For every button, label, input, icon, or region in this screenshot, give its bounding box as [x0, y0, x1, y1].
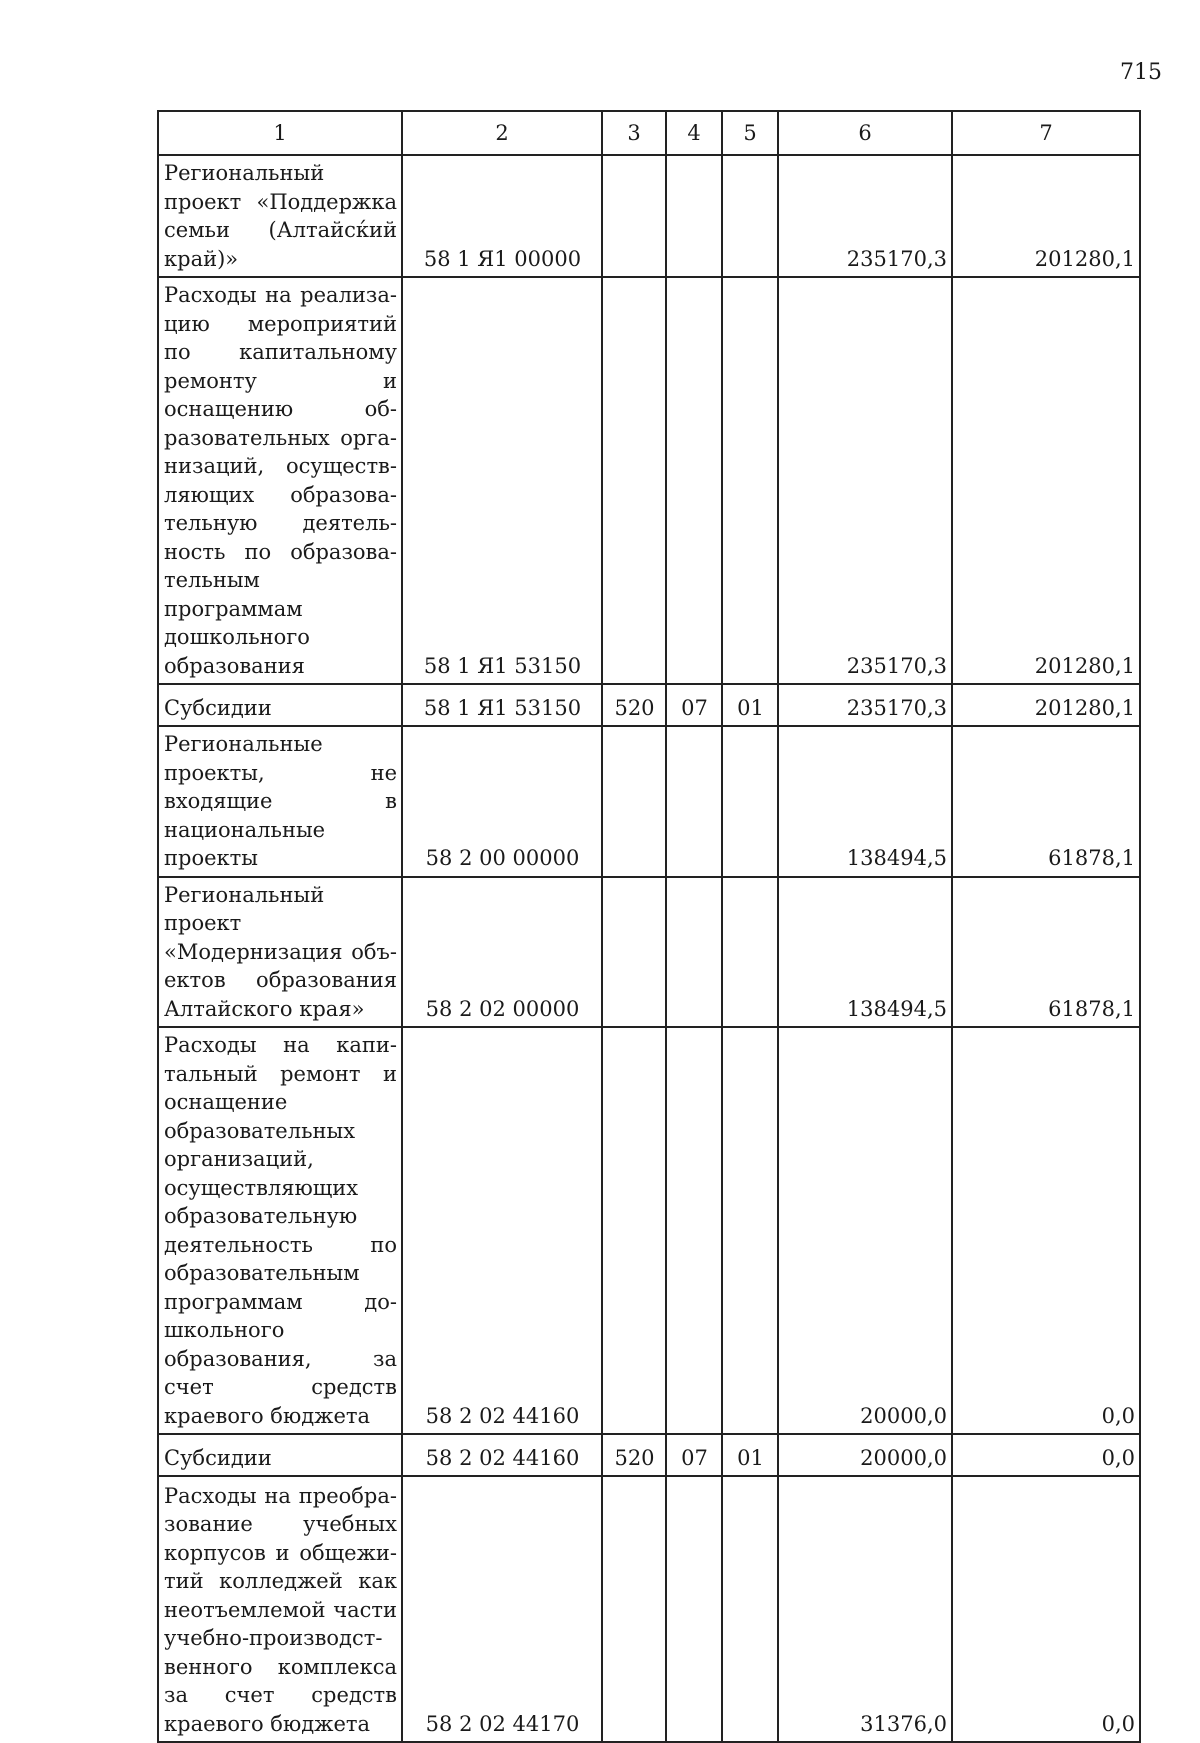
row-col7: 61878,1 [952, 726, 1140, 877]
row-code: 58 2 02 00000 [402, 877, 602, 1028]
row-col3 [602, 877, 666, 1028]
column-header-3: 3 [602, 111, 666, 155]
row-code: 58 2 02 44160 [402, 1434, 602, 1476]
row-code: 58 2 00 00000 [402, 726, 602, 877]
row-col4: 07 [666, 1434, 722, 1476]
row-col6: 235170,3 [778, 277, 952, 684]
row-col3 [602, 155, 666, 277]
row-col7: 201280,1 [952, 684, 1140, 726]
row-col3 [602, 726, 666, 877]
row-col5 [722, 277, 778, 684]
row-col5: 01 [722, 684, 778, 726]
row-col5 [722, 726, 778, 877]
row-col6: 138494,5 [778, 877, 952, 1028]
row-col7: 0,0 [952, 1434, 1140, 1476]
row-col5: 01 [722, 1434, 778, 1476]
row-col6: 138494,5 [778, 726, 952, 877]
row-col4 [666, 726, 722, 877]
table-row [158, 155, 1140, 277]
row-col4 [666, 1027, 722, 1434]
table-row [158, 1027, 1140, 1434]
row-name: Региональный проект «Поддержка семьи (Алтайсќий край)» [158, 155, 402, 277]
row-col3: 520 [602, 684, 666, 726]
table-row [158, 726, 1140, 877]
row-col3: 520 [602, 1434, 666, 1476]
row-col4: 07 [666, 684, 722, 726]
row-col4 [666, 277, 722, 684]
row-col6: 20000,0 [778, 1027, 952, 1434]
row-code: 58 2 02 44160 [402, 1027, 602, 1434]
row-name: Расходы на преобразование учебных корпусов и общежитий колледжей как неотъемлемой части учебно-производственного комплекса за счет средств краевого бюджета [158, 1476, 402, 1742]
row-col5 [722, 155, 778, 277]
column-header-6: 6 [778, 111, 952, 155]
table-row [158, 684, 1140, 726]
row-code: 58 1 Я1 53150 [402, 684, 602, 726]
table-row [158, 1434, 1140, 1476]
row-name: Региональные проекты, не входящие в национальные проекты [158, 726, 402, 877]
column-header-2: 2 [402, 111, 602, 155]
row-col3 [602, 1027, 666, 1434]
table-row [158, 277, 1140, 684]
row-code: 58 1 Я1 00000 [402, 155, 602, 277]
row-col6: 20000,0 [778, 1434, 952, 1476]
column-header-1: 1 [158, 111, 402, 155]
row-col5 [722, 1027, 778, 1434]
row-name: Субсидии [158, 1434, 402, 1476]
budget-table [157, 110, 1141, 1743]
row-col4 [666, 877, 722, 1028]
header-row [158, 111, 1140, 155]
row-col7: 201280,1 [952, 155, 1140, 277]
page-number: 715 [1120, 60, 1162, 85]
row-col7: 0,0 [952, 1027, 1140, 1434]
row-col5 [722, 877, 778, 1028]
row-col6: 235170,3 [778, 684, 952, 726]
row-col7: 61878,1 [952, 877, 1140, 1028]
row-col6: 31376,0 [778, 1476, 952, 1742]
row-col4 [666, 155, 722, 277]
row-col4 [666, 1476, 722, 1742]
row-name: Расходы на реализацию мероприятий по капитальному ремонту и оснащению образовательных организаций, осуществляющих образовательную деятельность по образовательным программам дошкольного образования [158, 277, 402, 684]
row-col7: 0,0 [952, 1476, 1140, 1742]
row-col7: 201280,1 [952, 277, 1140, 684]
row-col3 [602, 277, 666, 684]
column-header-5: 5 [722, 111, 778, 155]
row-code: 58 1 Я1 53150 [402, 277, 602, 684]
table-row [158, 877, 1140, 1028]
row-col6: 235170,3 [778, 155, 952, 277]
column-header-7: 7 [952, 111, 1140, 155]
table-row [158, 1476, 1140, 1742]
row-name: Субсидии [158, 684, 402, 726]
row-col3 [602, 1476, 666, 1742]
row-col5 [722, 1476, 778, 1742]
column-header-4: 4 [666, 111, 722, 155]
row-name: Расходы на капитальный ремонт и оснащение образовательных организаций, осуществляющих образовательную деятельность по образовательным программам дошкольного образования, за счет средств краевого бюджета [158, 1027, 402, 1434]
row-name: Региональный проект «Модернизация объектов образования Алтайского края» [158, 877, 402, 1028]
row-code: 58 2 02 44170 [402, 1476, 602, 1742]
